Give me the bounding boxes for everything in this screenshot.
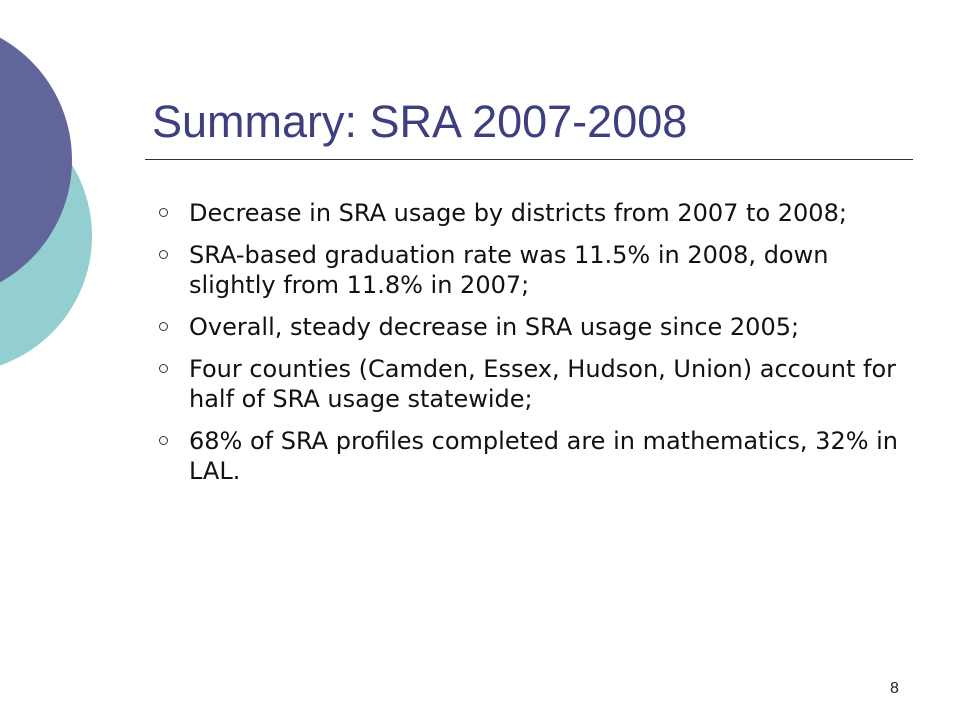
bullet-item — [155, 198, 915, 228]
page-number: 8 — [890, 680, 899, 697]
bullet-text: SRA-based graduation rate was 11.5% in 2008, down slightly from 11.8% in 2007; — [189, 241, 829, 299]
bullet-item — [155, 240, 915, 300]
hollow-circle-bullet-icon — [159, 250, 168, 259]
decorative-circles — [0, 0, 120, 400]
bullet-item — [155, 312, 915, 342]
bullet-item — [155, 426, 915, 486]
title-underline — [145, 159, 913, 160]
bullet-list — [155, 198, 915, 498]
bullet-text: Overall, steady decrease in SRA usage since 2005; — [189, 313, 800, 341]
bullet-text: Decrease in SRA usage by districts from 2007 to 2008; — [189, 199, 847, 227]
hollow-circle-bullet-icon — [159, 436, 168, 445]
hollow-circle-bullet-icon — [159, 322, 168, 331]
hollow-circle-bullet-icon — [159, 208, 168, 217]
slide-title: Summary: SRA 2007-2008 — [152, 96, 688, 147]
bullet-text: 68% of SRA profiles completed are in mathematics, 32% in LAL. — [189, 427, 899, 485]
hollow-circle-bullet-icon — [159, 364, 168, 373]
bullet-text: Four counties (Camden, Essex, Hudson, Union) account for half of SRA usage statewide; — [189, 355, 896, 413]
bullet-item — [155, 354, 915, 414]
